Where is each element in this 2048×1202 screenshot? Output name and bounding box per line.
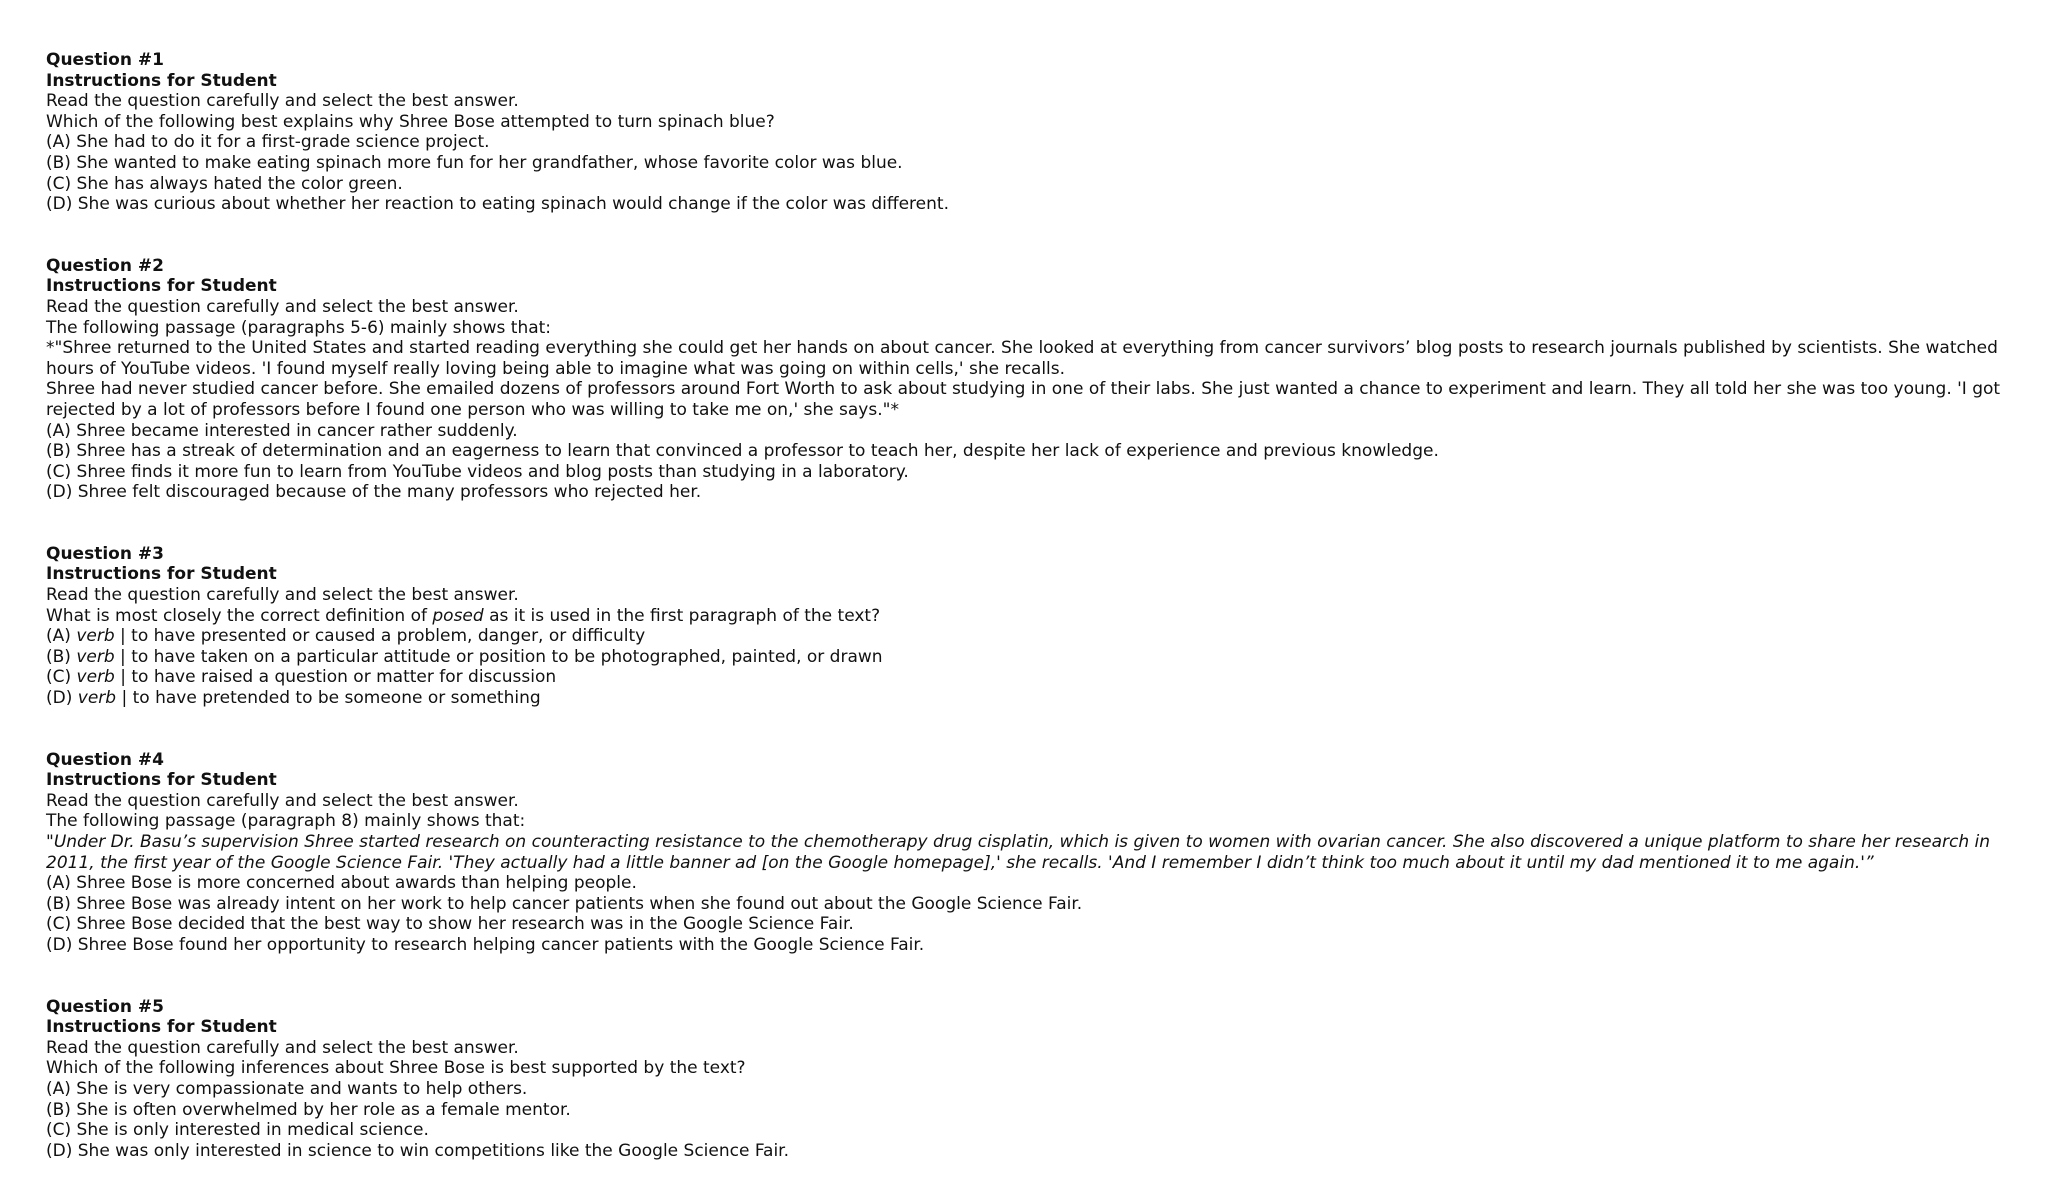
answer-option-b[interactable]: (B) Shree has a streak of determination and an eagerness to learn that convinced a professor to teach her, despite her lack of experience and previous knowledge. [46,441,1439,462]
passage-quote: "Under Dr. Basu’s supervision Shree started research on counteracting resistance to the chemotherapy drug cisplatin, which is given to women with ovarian cancer. She also discovered a unique platform to share her research in 2011, the first year of the Google Science Fair. 'They actually had a little banner ad [on the Google homepage],' she recalls. 'And I remember I didn’t think too much about it until my dad mentioned it to me again.'” [46,832,1991,873]
part-of-speech: verb [76,667,115,688]
option-definition: | to have taken on a particular attitude or position to be photographed, painted, or drawn [114,646,883,667]
answer-option-a[interactable]: (A) Shree became interested in cancer rather suddenly. [46,420,518,441]
option-definition: | to have presented or caused a problem, danger, or difficulty [114,626,646,647]
answer-option-b[interactable]: (B) She wanted to make eating spinach more fun for her grandfather, whose favorite color was blue. [46,152,903,173]
instructions-title: Instructions for Student [46,770,277,791]
answer-option-a[interactable] [46,626,2006,647]
instructions-title: Instructions for Student [46,276,277,297]
answer-option-b[interactable]: (B) She is often overwhelmed by her role as a female mentor. [46,1099,571,1120]
question-heading: Question #5 [46,996,164,1017]
answer-option-d[interactable]: (D) She was only interested in science to win competitions like the Google Science Fair. [46,1140,790,1161]
question-4 [46,750,2006,956]
part-of-speech: verb [77,688,117,709]
instructions-title: Instructions for Student [46,70,277,91]
passage-paragraph: *"Shree returned to the United States and started reading everything she could get her hands on about cancer. She looked at everything from cancer survivors’ blog posts to research journals published by scientists. She watched hours of YouTube videos. 'I found myself really loving being able to imagine what was going on within cells,' she recalls. [46,338,1998,379]
prompt-vocab-word: posed [432,605,484,626]
answer-option-a[interactable]: (A) She is very compassionate and wants to help others. [46,1078,528,1099]
question-5 [46,997,2006,1162]
answer-option-b[interactable] [46,647,2006,668]
question-prompt: Which of the following best explains why Shree Bose attempted to turn spinach blue? [46,111,775,132]
instructions-text: Read the question carefully and select the best answer. [46,790,519,811]
instructions-title: Instructions for Student [46,564,277,585]
instructions-text: Read the question carefully and select the best answer. [46,585,519,606]
part-of-speech: verb [76,626,115,647]
option-definition: | to have pretended to be someone or something [116,688,541,709]
option-letter: (D) [46,688,78,709]
answer-option-d[interactable]: (D) She was curious about whether her reaction to eating spinach would change if the color was different. [46,194,949,215]
question-prompt: The following passage (paragraphs 5-6) mainly shows that: [46,317,552,338]
answer-option-d[interactable] [46,688,2006,709]
answer-option-a[interactable]: (A) She had to do it for a first-grade science project. [46,132,490,153]
answer-option-a[interactable]: (A) Shree Bose is more concerned about awards than helping people. [46,873,637,894]
answer-option-c[interactable]: (C) She has always hated the color green. [46,173,403,194]
answer-option-c[interactable]: (C) Shree Bose decided that the best way to show her research was in the Google Science Fair. [46,914,854,935]
question-2 [46,256,2006,503]
question-prompt: Which of the following inferences about Shree Bose is best supported by the text? [46,1058,746,1079]
instructions-title: Instructions for Student [46,1017,277,1038]
option-definition: | to have raised a question or matter for discussion [114,667,557,688]
prompt-text: What is most closely the correct definition of [46,605,433,626]
instructions-text: Read the question carefully and select the best answer. [46,1037,519,1058]
answer-option-c[interactable]: (C) Shree finds it more fun to learn from YouTube videos and blog posts than studying in a laboratory. [46,461,909,482]
question-prompt: The following passage (paragraph 8) mainly shows that: [46,811,526,832]
question-heading: Question #1 [46,50,164,70]
question-heading: Question #4 [46,749,164,770]
part-of-speech: verb [76,646,115,667]
instructions-text: Read the question carefully and select the best answer. [46,296,519,317]
prompt-text: as it is used in the first paragraph of the text? [483,605,881,626]
option-letter: (C) [46,667,77,688]
question-heading: Question #2 [46,255,164,276]
answer-option-c[interactable] [46,667,2006,688]
answer-option-c[interactable]: (C) She is only interested in medical science. [46,1120,429,1141]
passage-paragraph: Shree had never studied cancer before. She emailed dozens of professors around Fort Worth to ask about studying in one of their labs. She just wanted a chance to experiment and learn. They all told her she was too young. 'I got rejected by a lot of professors before I found one person who was willing to take me on,' she says."* [46,379,2001,420]
answer-option-d[interactable]: (D) Shree felt discouraged because of the many professors who rejected her. [46,482,702,503]
answer-option-d[interactable]: (D) Shree Bose found her opportunity to research helping cancer patients with the Google Science Fair. [46,934,925,955]
question-1 [46,50,2006,215]
option-letter: (B) [46,646,77,667]
question-heading: Question #3 [46,543,164,564]
question-prompt [46,606,2006,627]
option-letter: (A) [46,626,77,647]
instructions-text: Read the question carefully and select the best answer. [46,91,519,112]
question-document [46,50,2006,1202]
answer-option-b[interactable]: (B) Shree Bose was already intent on her work to help cancer patients when she found out about the Google Science Fair. [46,893,1083,914]
question-3 [46,544,2006,709]
